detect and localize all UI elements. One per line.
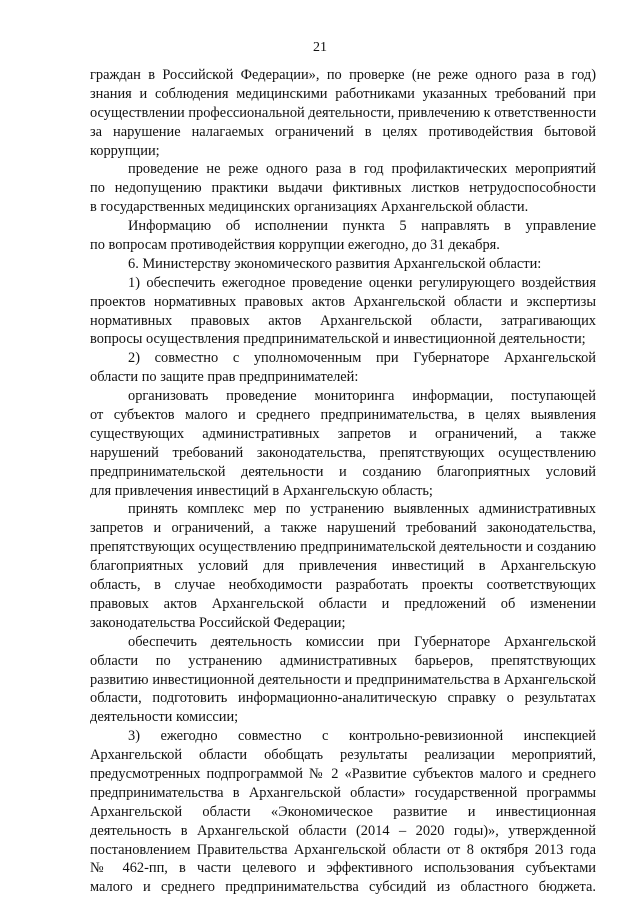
text-line: по вопросам противодействия коррупции ежегодно, до 31 декабря. <box>90 237 500 254</box>
text-line: проведение не реже одного раза в год профилактических мероприятий <box>128 161 596 178</box>
text-line: правовых актов Архангельской области и предложений об изменении <box>90 595 596 612</box>
text-line: нормативных правовых актов Архангельской области, затрагивающих <box>90 312 596 329</box>
text-line: Архангельской области обобщать результаты реализации мероприятий, <box>90 747 596 764</box>
text-line: по недопущению практики выдачи фиктивных листков нетрудоспособности <box>90 180 596 197</box>
text-line: 2) совместно с уполномоченным при Губернаторе Архангельской <box>128 350 596 367</box>
text-line: 1) обеспечить ежегодное проведение оценки регулирующего воздействия <box>128 274 596 291</box>
text-line: благоприятных условий для привлечения инвестиций в Архангельскую <box>90 558 596 575</box>
text-line: для привлечения инвестиций в Архангельскую область; <box>90 482 433 499</box>
text-line: деятельность в Архангельской области (2014 – 2020 годы)», утвержденной <box>90 822 596 839</box>
text-line: запретов и ограничений, а также нарушений требований законодательства, <box>90 520 596 537</box>
text-line: коррупции; <box>90 142 160 159</box>
text-line: принять комплекс мер по устранению выявленных административных <box>128 501 596 518</box>
text-line: предпринимательской деятельности и созданию благоприятных условий <box>90 463 596 480</box>
text-line: в государственных медицинских организациях Архангельской области. <box>90 199 529 216</box>
text-line: предусмотренных подпрограммой № 2 «Развитие субъектов малого и среднего <box>90 765 596 782</box>
text-line: области по устранению административных барьеров, препятствующих <box>90 652 596 669</box>
text-line: 6. Министерству экономического развития Архангельской области: <box>128 255 542 272</box>
text-line: области по защите прав предпринимателей: <box>90 369 359 386</box>
text-line: развитию инвестиционной деятельности и предпринимательства в Архангельской <box>90 671 596 688</box>
page-number: 21 <box>313 40 327 55</box>
text-line: за нарушение налагаемых ограничений в целях противодействия бытовой <box>90 123 596 140</box>
text-line: осуществлении профессиональной деятельности, привлечению к ответственности <box>90 104 597 121</box>
text-line: малого и среднего предпринимательства субсидий из областного бюджета. <box>90 879 596 896</box>
text-line: область, в случае необходимости разработать проекты соответствующих <box>90 577 596 594</box>
text-line: 3) ежегодно совместно с контрольно-ревизионной инспекцией <box>128 728 596 745</box>
text-line: предпринимательства в Архангельской области» государственной программы <box>90 784 596 801</box>
text-line: № 462-пп, в части целевого и эффективного использования субъектами <box>90 860 596 877</box>
text-line: деятельности комиссии; <box>90 709 239 726</box>
text-line: граждан в Российской Федерации», по проверке (не реже одного раза в год) <box>90 67 596 83</box>
text-line: знания и соблюдения медицинскими работниками указанных требований при <box>90 85 596 102</box>
text-line: проектов нормативных правовых актов Архангельской области и экспертизы <box>90 293 596 310</box>
text-line: существующих административных запретов и ограничений, а также <box>90 425 596 442</box>
text-line: области, подготовить информационно-аналитическую справку о результатах <box>90 690 596 707</box>
text-line: Архангельской области «Экономическое развитие и инвестиционная <box>90 803 596 820</box>
text-line: организовать проведение мониторинга информации, поступающей <box>128 388 596 405</box>
text-line: препятствующих осуществлению предпринимательской деятельности и созданию <box>90 539 596 556</box>
text-line: вопросы осуществления предпринимательской и инвестиционной деятельности; <box>90 331 586 348</box>
text-line: постановлением Правительства Архангельской области от 8 октября 2013 года <box>90 841 596 858</box>
text-line: нарушений требований законодательства, препятствующих осуществлению <box>90 444 596 461</box>
text-line: обеспечить деятельность комиссии при Губернаторе Архангельской <box>128 633 596 650</box>
text-line: законодательства Российской Федерации; <box>90 614 346 631</box>
body-text <box>90 66 596 897</box>
text-line: от субъектов малого и среднего предпринимательства, в целях выявления <box>90 407 596 424</box>
text-line: Информацию об исполнении пункта 5 направлять в управление <box>128 218 596 235</box>
